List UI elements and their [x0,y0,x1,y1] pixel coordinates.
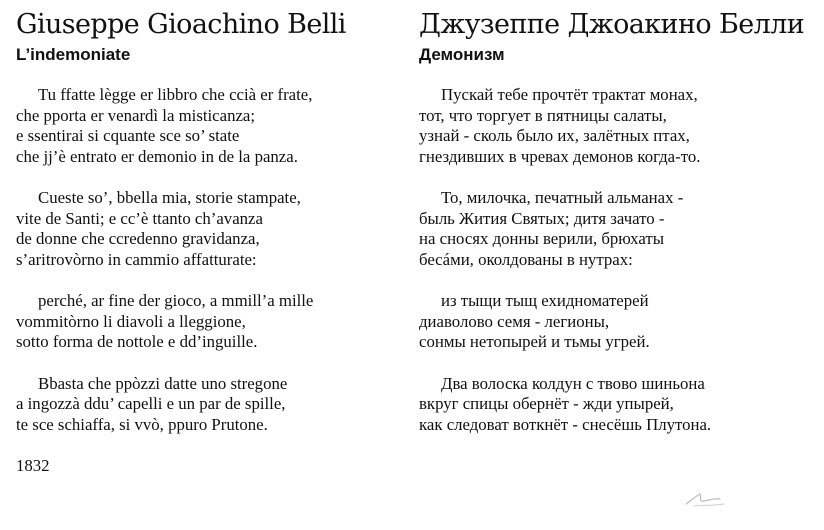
stanza-italian-1 [16,85,406,167]
poem-line: sotto forma de nottole e dd’inguille. [16,332,258,351]
stanza-russian-3 [419,291,819,353]
poem-line: тот, что торгует в пятницы салаты, [419,105,667,125]
stanza-russian-1 [419,85,819,167]
poem-line: vite de Santi; e cc’è ttanto ch’avanza [16,208,263,228]
italian-column [16,6,406,476]
poem-line: быль Жития Святых; дитя зачато - [419,208,665,228]
author-name-italian: Giuseppe Gioachino Belli [16,9,346,40]
poem-line: диаволово семя - легионы, [419,311,610,331]
stanza-italian-3 [16,291,406,353]
poem-line: che jj’è entrato er demonio in de la panza. [16,146,298,166]
poem-title-russian: Демонизм [419,45,505,64]
stanza-italian-4 [16,374,406,436]
poem-line: e ssentirai si cquante sce so’ state [16,126,240,145]
poem-line: perché, ar fine der gioco, a mmill’a mille [38,291,314,310]
poem-line: te sce schiaffa, si vvò, ppuro Prutone. [16,414,268,434]
poem-line: из тыщи тыщ ехидноматерей [441,291,649,310]
poem-line: de donne che ccredenno gravidanza, [16,229,260,248]
poem-year: 1832 [16,456,50,475]
poem-line: как следоват воткнёт - снесёшь Плутона. [419,414,712,434]
poem-line: на сносях донны верили, брюхаты [419,229,664,248]
poem-line: vommitòrno li diavoli a lleggione, [16,311,246,331]
poem-line: Два волоска колдун с твово шиньона [441,373,705,393]
signature-scribble-icon [680,486,730,512]
poem-line: То, милочка, печатный альманах - [441,188,684,207]
poem-line: Bbasta che ppòzzi datte uno stregone [38,373,288,393]
poem-line: a ingozzà ddu’ capelli e un par de spille, [16,394,286,413]
stanza-italian-2 [16,188,406,270]
poem-line: che pporta er venardì la misticanza; [16,105,256,125]
poem-line: сонмы нетопырей и тьмы угрей. [419,332,650,351]
poem-line: вкруг спицы обернёт - жди упырей, [419,394,674,413]
poem-line: Пускай тебе прочтёт трактат монах, [441,85,698,104]
author-name-russian: Джузеппе Джоакино Белли [419,9,805,40]
poem-line: Tu ffatte lègge er libbro che ccià er frate, [38,85,313,104]
poem-line: Cueste so’, bbella mia, storie stampate, [38,188,301,207]
poem-line: s’aritrovòrno in cammio affatturate: [16,249,257,269]
stanza-russian-2 [419,188,819,270]
poem-line: бесáми, околдованы в нутрах: [419,249,633,269]
poem-line: гнездивших в чревах демонов когда-то. [419,146,701,166]
russian-column [419,6,819,456]
poem-title-italian: L’indemoniate [16,45,131,64]
poem-line: узнай - сколь было их, залётных птах, [419,126,690,145]
stanza-russian-4 [419,374,819,436]
